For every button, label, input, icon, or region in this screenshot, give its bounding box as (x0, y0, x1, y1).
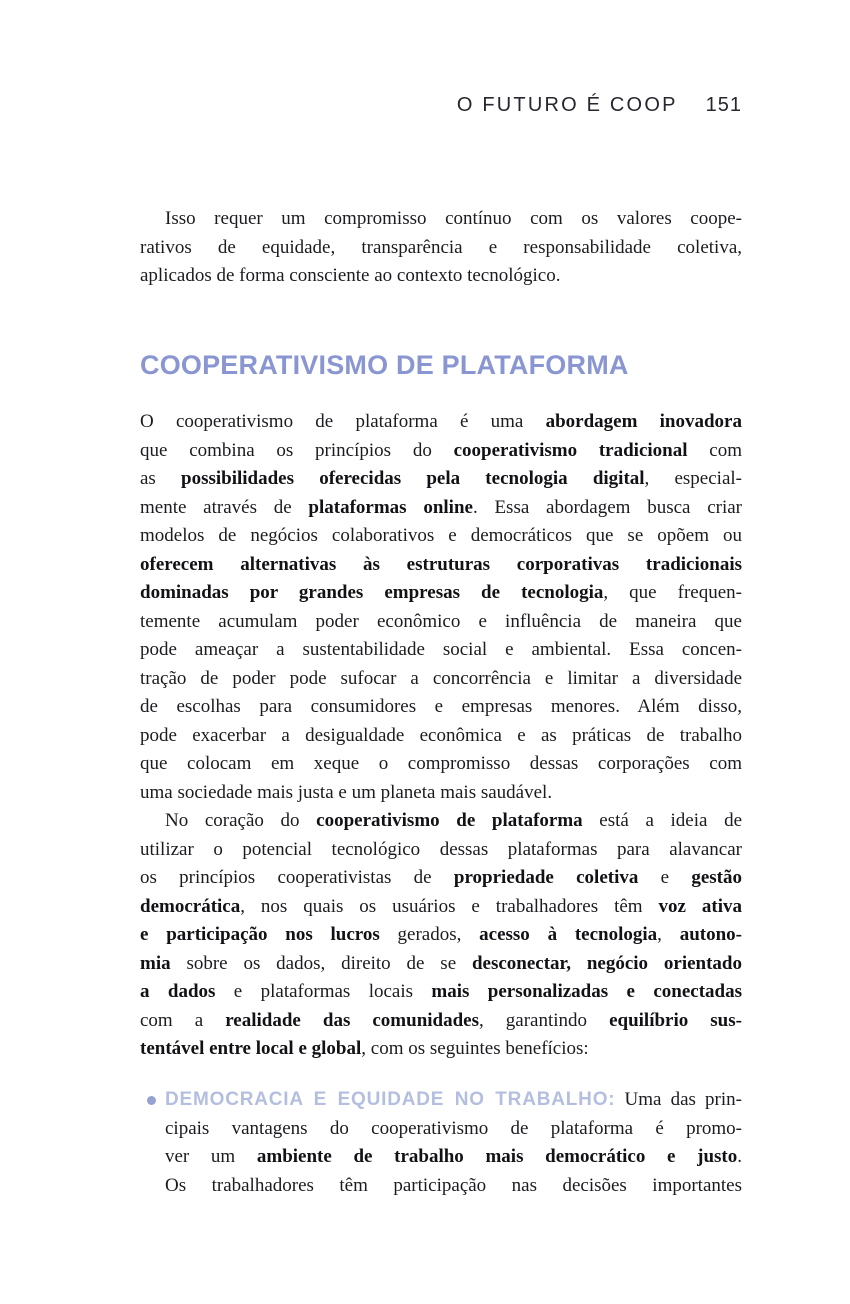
running-head-title: O FUTURO É COOP (456, 94, 678, 116)
intro-paragraph (140, 205, 742, 291)
text-line: ver um ambiente de trabalho mais democrático e justo. (165, 1146, 742, 1167)
benefit-item-text (165, 1086, 742, 1200)
section-heading: COOPERATIVISMO DE PLATAFORMA (140, 350, 629, 380)
text-line: utilizar o potencial tecnológico dessas plataformas para alavancar (140, 838, 742, 860)
text-line: aplicados de forma consciente ao contexto tecnológico. (140, 265, 561, 286)
text-line: que combina os princípios do cooperativismo tradicional com (140, 439, 742, 461)
text-line: tentável entre local e global, com os seguintes benefícios: (140, 1038, 589, 1059)
bullet-dot (147, 1096, 156, 1105)
text-line: oferecem alternativas às estruturas corporativas tradicionais (140, 553, 742, 575)
text-line: rativos de equidade, transparência e responsabilidade coletiva, (140, 236, 742, 258)
bullet-label: DEMOCRACIA E EQUIDADE NO TRABALHO: (165, 1089, 616, 1110)
text-line: No coração do cooperativismo de plataforma está a ideia de (165, 810, 743, 831)
text-line: O cooperativismo de plataforma é uma abordagem inovadora (140, 411, 742, 432)
text-line: pode exacerbar a desigualdade econômica e as práticas de trabalho (140, 724, 742, 746)
text-line: os princípios cooperativistas de propriedade coletiva e gestão (140, 867, 743, 888)
section-body (140, 408, 742, 1064)
text-line: DEMOCRACIA E EQUIDADE NO TRABALHO: Uma das prin- (165, 1089, 742, 1110)
text-line: uma sociedade mais justa e um planeta mais saudável. (140, 781, 553, 803)
text-line: tração de poder pode sufocar a concorrência e limitar a diversidade (140, 667, 742, 689)
text-line: com a realidade das comunidades, garantindo equilíbrio sus- (140, 1009, 742, 1031)
text-line: e participação nos lucros gerados, acesso à tecnologia, autono- (140, 924, 742, 945)
text-line: de escolhas para consumidores e empresas menores. Além disso, (140, 696, 742, 717)
text-line: a dados e plataformas locais mais personalizadas e conectadas (140, 981, 742, 1002)
benefit-list (140, 1086, 742, 1200)
running-head (140, 94, 742, 117)
text-line: temente acumulam poder econômico e influência de maneira que (140, 610, 742, 632)
text-line: democrática, nos quais os usuários e trabalhadores têm voz ativa (140, 895, 742, 917)
text-line: Isso requer um compromisso contínuo com os valores coope- (165, 208, 742, 229)
text-line: as possibilidades oferecidas pela tecnologia digital, especial- (140, 468, 742, 489)
text-line: dominadas por grandes empresas de tecnologia, que frequen- (140, 582, 742, 603)
text-line: que colocam em xeque o compromisso dessas corporações com (140, 753, 742, 774)
benefit-item (140, 1086, 742, 1200)
page-number: 151 (705, 94, 742, 116)
text-line: cipais vantagens do cooperativismo de plataforma é promo- (165, 1117, 742, 1139)
text-line: modelos de negócios colaborativos e democráticos que se opõem ou (140, 525, 742, 546)
text-line: mia sobre os dados, direito de se desconectar, negócio orientado (140, 952, 742, 974)
text-line: Os trabalhadores têm participação nas decisões importantes (165, 1174, 742, 1196)
text-line: mente através de plataformas online. Essa abordagem busca criar (140, 496, 743, 518)
text-line: pode ameaçar a sustentabilidade social e ambiental. Essa concen- (140, 639, 742, 660)
